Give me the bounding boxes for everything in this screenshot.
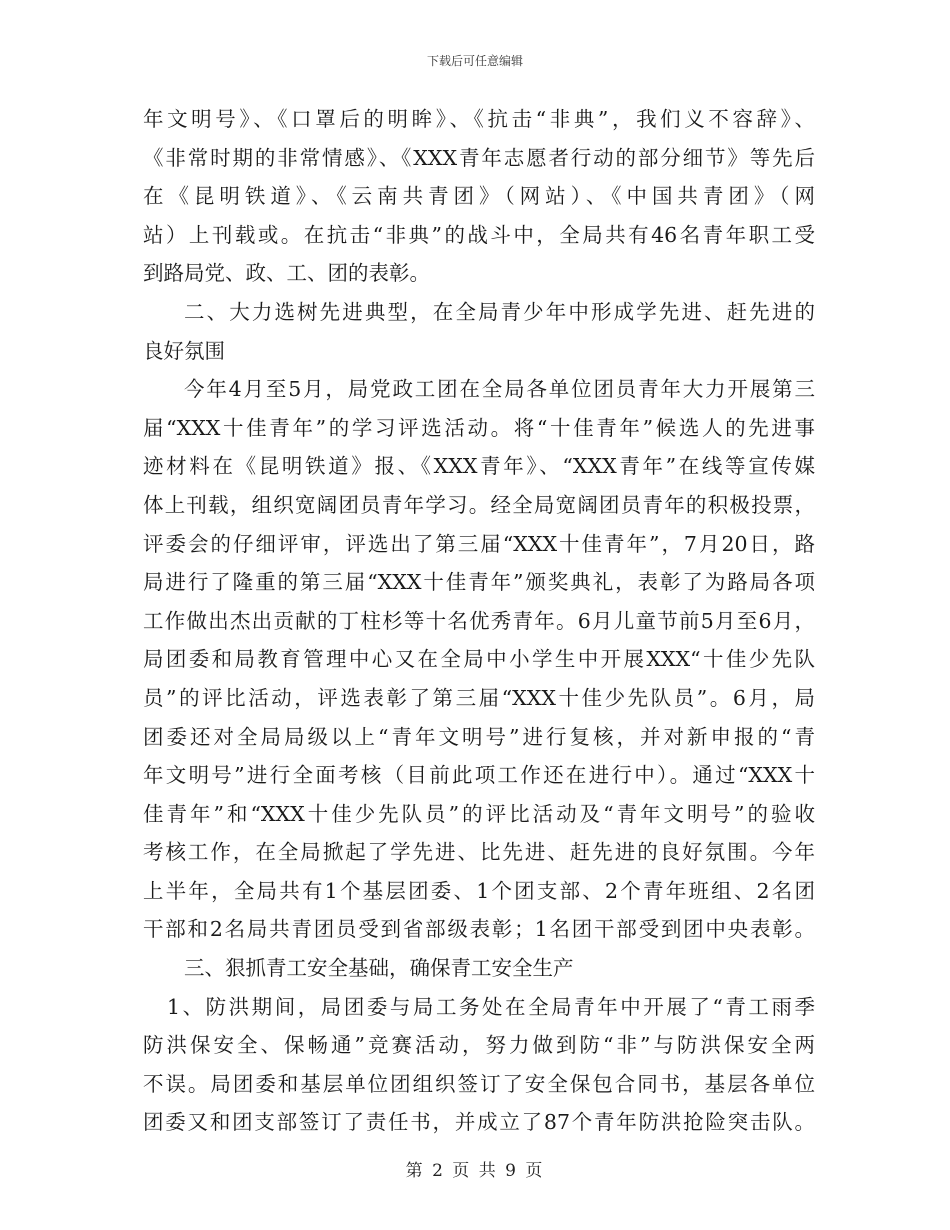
text-line: 1、防洪期间，局团委与局工务处在全局青年中开展了“青工雨季 [167,994,815,1019]
text-line: 体上刊载，组织宽阔团员青年学习。经全局宽阔团员青年的积极投票， [143,492,815,517]
text-line: 站）上刊载或。在抗击“非典”的战斗中，全局共有46名青年职工受 [143,222,815,247]
text-line: 佳青年”和“XXX十佳少先队员”的评比活动及“青年文明号”的验收 [143,801,815,826]
text-line: 在《昆明铁道》、《云南共青团》（网站）、《中国共青团》（网 [143,184,815,209]
text-line: 年文明号》、《口罩后的明眸》、《抗击“非典”，我们义不容辞》、 [143,107,815,131]
text-line: 干部和2名局共青团员受到省部级表彰；1名团干部受到团中央表彰。 [143,917,815,942]
text-line: 良好氛围 [143,338,225,363]
text-line: 局进行了隆重的第三届“XXX十佳青年”颁奖典礼，表彰了为路局各项 [143,570,815,595]
text-line: 局团委和局教育管理中心又在全局中小学生中开展XXX“十佳少先队 [143,647,815,672]
text-line: 团委又和团支部签订了责任书，并成立了87个青年防洪抢险突击队。 [143,1110,815,1135]
text-line: 不误。局团委和基层单位团组织签订了安全保包合同书，基层各单位 [143,1071,815,1096]
text-line: 评委会的仔细评审，评选出了第三届“XXX十佳青年”，7月20日，路 [143,531,815,556]
page-header: 下载后可任意编辑 [426,54,523,68]
text-line: 届“XXX十佳青年”的学习评选活动。将“十佳青年”候选人的先进事 [143,415,815,440]
text-line: 《非常时期的非常情感》、《XXX青年志愿者行动的部分细节》等先后 [143,145,815,170]
text-line: 二、大力选树先进典型，在全局青少年中形成学先进、赶先进的 [184,299,815,324]
text-line: 工作做出杰出贡献的丁柱杉等十名优秀青年。6月儿童节前5月至6月， [143,608,815,633]
text-line: 上半年，全局共有1个基层团委、1个团支部、2个青年班组、2名团 [143,878,815,903]
text-line: 迹材料在《昆明铁道》报、《XXX青年》、“XXX青年”在线等宣传媒 [143,454,815,479]
text-line: 团委还对全局局级以上“青年文明号”进行复核，并对新申报的“青 [143,724,815,749]
text-line: 今年4月至5月，局党政工团在全局各单位团员青年大力开展第三 [184,377,815,402]
text-line: 考核工作，在全局掀起了学先进、比先进、赶先进的良好氛围。今年 [143,840,815,865]
text-line: 到路局党、政、工、团的表彰。 [143,261,430,286]
text-line: 三、狠抓青工安全基础，确保青工安全生产 [184,956,574,981]
document-body [143,100,815,1142]
text-line: 员”的评比活动，评选表彰了第三届“XXX十佳少先队员”。6月，局 [143,685,815,710]
text-line: 年文明号”进行全面考核（目前此项工作还在进行中）。通过“XXX十 [143,763,815,788]
text-line: 防洪保安全、保畅通”竞赛活动，努力做到防“非”与防洪保安全两 [143,1033,815,1058]
page-number-footer: 第 2 页 共 9 页 [405,1161,545,1181]
